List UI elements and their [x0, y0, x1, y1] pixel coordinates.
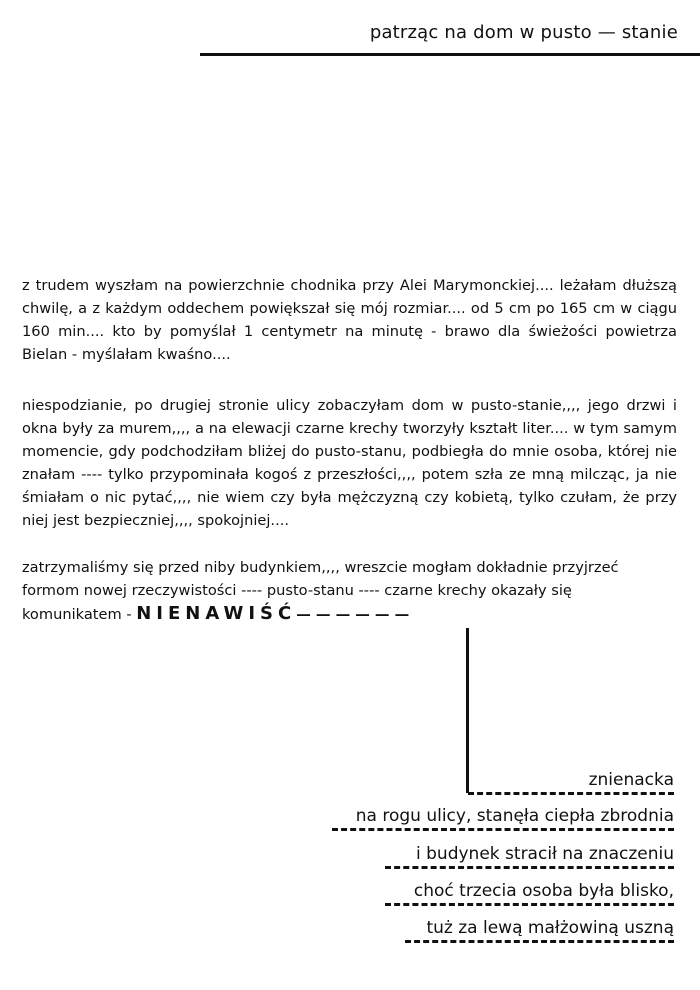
- emphasized-dashes: — — — — — —: [296, 606, 410, 623]
- verse-line-3: i budynek stracił na znaczeniu: [416, 844, 674, 864]
- paragraph-3-prefix: komunikatem -: [22, 606, 137, 623]
- verse-line-5: tuż za lewą małżowiną uszną: [426, 918, 674, 938]
- vertical-connector: [466, 628, 469, 793]
- verse-underline-3: [385, 866, 674, 869]
- verse-line-2: na rogu ulicy, stanęła ciepła zbrodnia: [355, 806, 674, 826]
- verse-underline-1: [468, 792, 674, 795]
- page-title: patrząc na dom w pusto — stanie: [369, 22, 678, 43]
- verse-line-1: znienacka: [588, 770, 674, 790]
- paragraph-3-line-1: zatrzymaliśmy się przed niby budynkiem,,,, wreszcie mogłam dokładnie przyjrzeć: [22, 559, 619, 576]
- title-underline: [200, 53, 700, 56]
- emphasized-word: NIENAWIŚĆ: [136, 603, 297, 624]
- paragraph-3: [22, 556, 677, 626]
- paragraph-1: z trudem wyszłam na powierzchnie chodnika przy Alei Marymonckiej.... leżałam dłuższą chwilę, a z każdym oddechem powiększał się mój rozmiar.... od 5 cm po 165 cm w ciągu 160 min.... kto by pomyślał 1 centymetr na minutę - brawo dla świeżości powietrza Bielan - myślałam kwaśno....: [22, 277, 677, 363]
- verse-underline-5: [405, 940, 674, 943]
- verse-line-4: choć trzecia osoba była blisko,: [413, 881, 674, 901]
- paragraph-2: niespodzianie, po drugiej stronie ulicy zobaczyłam dom w pusto-stanie,,,, jego drzwi i okna były za murem,,,, a na elewacji czarne krechy tworzyły kształt liter.... w tym samym momencie, gdy podchodziłam bliżej do pusto-stanu, podbiegła do mnie osoba, której nie znałam ---- tylko przypominała kogoś z przeszłości,,,, potem szła ze mną milcząc, ja nie śmiałam o nic pytać,,,, nie wiem czy była mężczyzną czy kobietą, tylko czułam, że przy niej jest bezpieczniej,,,, spokojniej....: [22, 397, 677, 529]
- verse-underline-2: [332, 828, 674, 831]
- paragraph-3-line-3: [22, 602, 677, 626]
- paragraph-3-line-2: formom nowej rzeczywistości ---- pusto-stanu ---- czarne krechy okazały się: [22, 582, 572, 599]
- verse-underline-4: [385, 903, 674, 906]
